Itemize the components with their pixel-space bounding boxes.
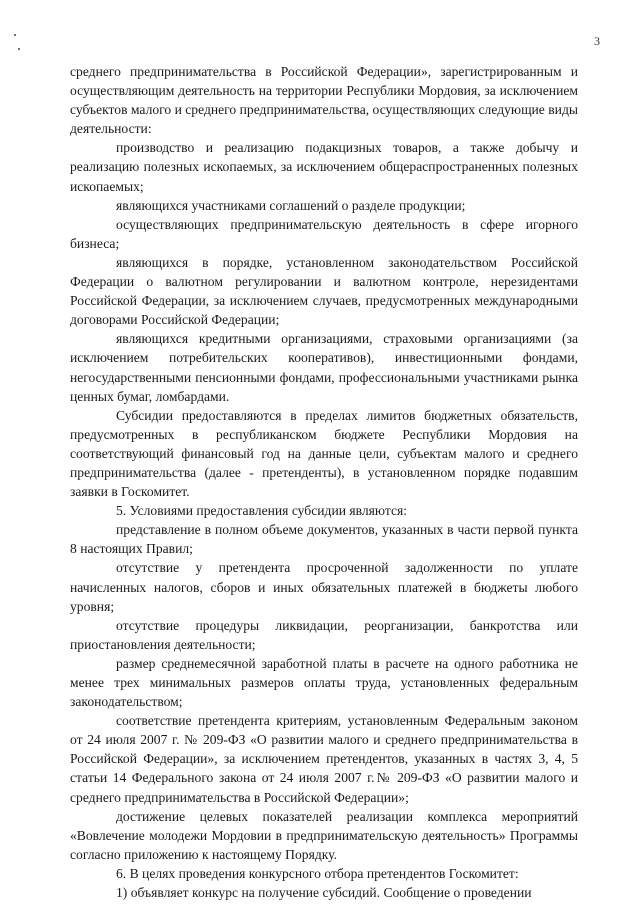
paragraph: 1) объявляет конкурс на получение субсидий. Сообщение о проведении — [116, 885, 532, 901]
paragraph: 6. В целях проведения конкурсного отбора претендентов Госкомитет: — [116, 865, 519, 881]
paragraph: являющихся кредитными организациями, страховыми организациями (за исключением потребительских кооперативов), инвестиционными фондами, негосударственными пенсионными фондами, профессиональными участниками рынка ценных бумаг, ломбардами. — [70, 331, 578, 404]
paragraph: производство и реализацию подакцизных товаров, а также добычу и реализацию полезных ископаемых, за исключением общераспространенных полезных ископаемых; — [70, 140, 578, 194]
paragraph: отсутствие у претендента просроченной задолженности по уплате начисленных налогов, сборов и иных обязательных платежей в бюджеты любого уровня; — [70, 560, 578, 614]
page-number: 3 — [594, 34, 600, 48]
paragraph: представление в полном объеме документов, указанных в части первой пункта 8 настоящих Правил; — [70, 522, 578, 557]
document-body — [70, 62, 578, 902]
paragraph: 5. Условиями предоставления субсидии являются: — [116, 503, 408, 519]
paragraph: достижение целевых показателей реализации комплекса мероприятий «Вовлечение молодежи Мордовии в предпринимательскую деятельность» Программы согласно приложению к настоящему Порядку. — [70, 808, 578, 862]
paragraph: являющихся участниками соглашений о разделе продукции; — [116, 197, 466, 213]
paragraph: отсутствие процедуры ликвидации, реорганизации, банкротства или приостановления деятельности; — [70, 617, 578, 652]
paragraph: среднего предпринимательства в Российской Федерации», зарегистрированным и осуществляющим деятельность на территории Республики Мордовия, за исключением субъектов малого и среднего предпринимательства, осуществляющих следующие виды деятельности: — [70, 64, 578, 137]
paragraph: Субсидии предоставляются в пределах лимитов бюджетных обязательств, предусмотренных в республиканском бюджете Республики Мордовия на соответствующий финансовый год на данные цели, субъектам малого и среднего предпринимательства (далее - претенденты), в установленном порядке подавшим заявки в Госкомитет. — [70, 407, 578, 500]
paragraph: осуществляющих предпринимательскую деятельность в сфере игорного бизнеса; — [70, 216, 578, 251]
paragraph: размер среднемесячной заработной платы в расчете на одного работника не менее трех минимальных размеров оплаты труда, установленных федеральным законодательством; — [70, 655, 578, 710]
scan-artifact — [18, 48, 20, 50]
scan-artifact — [14, 34, 16, 36]
paragraph: соответствие претендента критериям, установленным Федеральным законом от 24 июля 2007 г. № 209-ФЗ «О развитии малого и среднего предпринимательства в Российской Федерации», за исключением претендентов, указанных в частях 3, 4, 5 статьи 14 Федерального закона от 24 июля 2007 г.№ 209-ФЗ «О развитии малого и среднего предпринимательства в Российской Федерации»; — [70, 713, 578, 805]
paragraph: являющихся в порядке, установленном законодательством Российской Федерации о валютном регулировании и валютном контроле, нерезидентами Российской Федерации, за исключением случаев, предусмотренных международными договорами Российской Федерации; — [70, 254, 578, 328]
